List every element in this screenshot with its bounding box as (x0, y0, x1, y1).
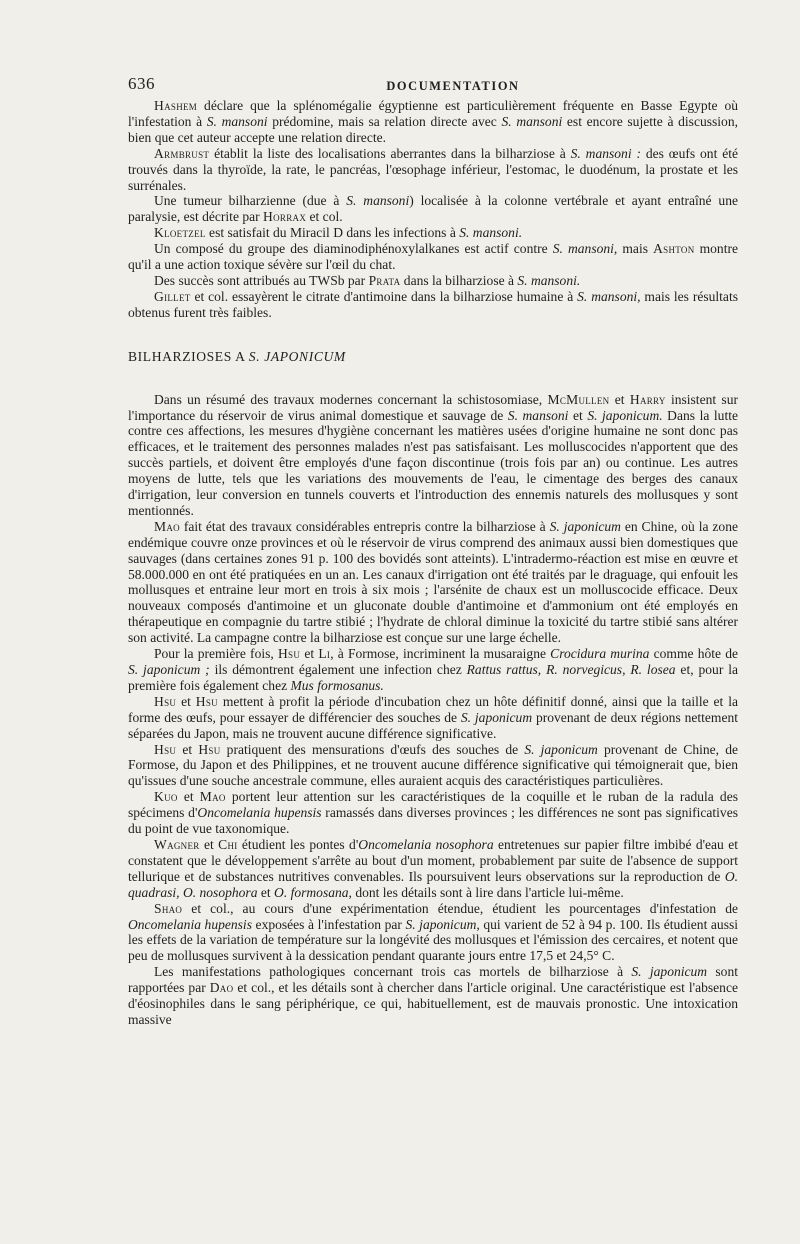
text-run: mais (617, 241, 654, 257)
species-name: S. mansoni. (517, 272, 581, 288)
author-name: Hashem (154, 98, 198, 113)
text-run: insistent sur l'importance du réservoir de virus animal domestique et sauvage de (128, 391, 738, 423)
paragraph (128, 193, 738, 225)
paragraph-group-mansoni (128, 146, 738, 321)
species-name: Oncomelania nosophora (358, 836, 494, 852)
paragraph (128, 225, 738, 241)
species-name: S. japonicum (631, 964, 708, 980)
species-name: O. formosana, (274, 884, 352, 900)
author-name: McMullen (547, 391, 610, 407)
paragraph (128, 289, 738, 321)
paragraph (128, 273, 738, 289)
text-run: des œufs ont été trouvés dans la thyroïde, la rate, le pancréas, l'œsophage inférieur, l'estomac, le duodénum, la prostate et les surrénales. (128, 145, 739, 193)
species-name: S. japonicum (460, 709, 533, 725)
species-name: Crocidura murina (550, 646, 650, 662)
author-name: Prata (368, 272, 401, 288)
text-run: Une tumeur bilharzienne (due à (154, 193, 347, 209)
text-run: et (176, 741, 199, 757)
text-run: et (257, 884, 275, 900)
text-run: pratiquent des mensurations d'œufs des souches de (220, 741, 525, 757)
text-run: et col. essayèrent le citrate d'antimoine dans la bilharziose humaine à (190, 288, 578, 304)
species-name: S. mansoni (501, 113, 563, 129)
text-run: et col., et les détails sont à chercher dans l'article original. Une caractéristique est l'absence d'éosinophiles dans le sang périphérique, ce qui, habituellement, est de mauvais pronostic. Une intoxication massive (128, 980, 738, 1027)
paragraph (128, 837, 738, 901)
text-run: provenant de Chine, de Formose, du Japon et des Philippines, et ne trouvent aucune différence significative qui témoignerait que, bien qu'issues d'une souche ancestrale commune, elles auraient acquis des caractéristiques particulières. (128, 741, 738, 789)
text-run: et (176, 693, 196, 709)
text-run: dans la bilharziose à (400, 272, 518, 288)
text-run: et (568, 407, 588, 423)
species-name: S. mansoni, (552, 241, 618, 257)
text-run: ) localisée à la colonne vertébrale et ayant entraîné une paralysie, est décrite par (128, 193, 738, 225)
text-run: et col., au cours d'une expérimentation étendue, étudient les pourcentages d'infestation de (182, 900, 738, 916)
author-name: Hsu (198, 741, 221, 757)
author-name: Armbrust (154, 145, 210, 161)
text-run: Dans un résumé des travaux modernes concernant la schistosomiase, (154, 391, 548, 407)
paragraph (128, 742, 738, 790)
text-run: et (300, 646, 319, 662)
author-name: Hsu (195, 693, 218, 709)
paragraph (128, 694, 738, 742)
species-name: Rattus rattus, R. norvegicus, R. losea (466, 662, 676, 677)
species-name: S. JAPONICUM (248, 348, 346, 364)
text-run: Dans la lutte contre ces affections, les mesures d'hygiène concernant les matières usées d'origine humaine ne sont donc pas efficaces, et le traitement des personnes malades n'est pas satisfaisant. Les molluscocides n'apportent que des succès partiels, et doivent être employés d'une façon discontinue (trois fois par an) ou continue. Les autres moyens de lutte, tels que les variations des mouvements de l'eau, le cimentage des berges des canaux d'irrigation, leur conversion en tunnels couverts et l'introduction des ennemis naturels des mollusques y sont mentionnés. (128, 407, 738, 518)
text-run: provenant de deux régions nettement séparées du Japon, mais ne trouvent aucune différence significative. (128, 709, 738, 741)
species-name: S. mansoni : (570, 145, 641, 161)
species-name: O. quadrasi, O. nosophora (128, 868, 738, 900)
text-run: et (199, 836, 219, 852)
author-name: Harry (629, 391, 666, 407)
paragraph (128, 789, 738, 837)
species-name: S. mansoni (206, 113, 268, 129)
text-run: mettent à profit la période d'incubation chez un hôte définitif donné, ainsi que la taille et la forme des œufs, pour essayer de différencier des souches de (128, 693, 738, 725)
page-number: 636 (128, 74, 155, 93)
text-run: établit la liste des localisations aberrantes dans la bilharziose à (209, 145, 571, 161)
text-run: qui varient de 52 à 94 p. 100. Ils étudient aussi les effets de la variation de température sur la longévité des mollusques et l'émission des cercaires, et notent que peu de mollusques survivent à la dessication pendant quarante jours entre 17,5 et 24,5° C. (128, 916, 739, 964)
paragraph (128, 519, 738, 646)
species-name: S. japonicum (549, 518, 621, 534)
species-name: S. mansoni. (459, 225, 523, 241)
species-name: S. japonicum. (587, 407, 663, 423)
running-head: DOCUMENTATION (386, 79, 520, 93)
text-run: et col. (306, 209, 343, 225)
text-run: déclare que la splénomégalie égyptienne est particulièrement fréquente en Basse Egypte où l'infestation à (128, 98, 738, 129)
species-name: Mus formosanus. (290, 677, 384, 693)
text-run: montre qu'il a une action toxique sévère sur l'œil du chat. (128, 241, 738, 273)
species-name: Oncomelania hupensis (128, 916, 252, 932)
species-name: S. japonicum, (405, 916, 480, 932)
author-name: Shao (154, 900, 183, 916)
text-run: est satisfait du Miracil D dans les infections à (205, 225, 460, 241)
author-name: Horrax (263, 209, 307, 225)
paragraph-group-japonicum (128, 392, 738, 1028)
author-name: Chi (218, 836, 238, 852)
text-run: , à Formose, incriminent la musaraigne (330, 646, 551, 662)
text-run: entretenues sur papier filtre imbibé d'eau et constatent que le développement s'arrête au bout d'un moment, probablement par suite de l'absence de support tellurique et de substances nutritives convenables. Ils poursuivent leurs observations sur la reproduction de (128, 836, 738, 884)
text-run: prédomine, mais sa relation directe avec (267, 113, 502, 129)
author-name: Gillet (154, 288, 191, 304)
text-run: est encore sujette à discussion, bien que cet auteur accepte une relation directe. (128, 113, 738, 145)
author-name: Mao (154, 518, 180, 534)
paragraph (128, 146, 738, 194)
paragraph (128, 646, 738, 694)
author-name: Dao (209, 980, 234, 996)
author-name: Wagner (154, 836, 200, 852)
text-run: ils démontrent également une infection chez (209, 662, 467, 677)
author-name: Hsu (154, 741, 177, 757)
author-name: Ashton (653, 241, 695, 257)
page-header (128, 0, 738, 98)
text-run: portent leur attention sur les caractéristiques de la coquille et le ruban de la radula des spécimens d' (128, 789, 738, 821)
species-name: S. mansoni (507, 407, 569, 423)
body-text (128, 98, 738, 1028)
author-name: Hsu (154, 693, 177, 709)
paragraph (128, 964, 738, 1028)
author-name: Li (318, 646, 331, 662)
text-run: BILHARZIOSES A (128, 348, 249, 364)
species-name: S. mansoni, (577, 288, 641, 304)
text-run: étudient les pontes d' (237, 836, 359, 852)
author-name: Kloetzel (154, 225, 206, 241)
text-run: exposées à l'infestation par (251, 916, 406, 932)
author-name: Kuo (154, 789, 178, 805)
text-run: et, pour la première fois également chez (128, 662, 739, 693)
text-run: en Chine, où la zone endémique couvre onze provinces et où le réservoir de virus comprend des animaux aussi bien domestiques que sauvages (dans certaines zones 91 p. 100 des bovidés sont atteints). L'intradermo-réaction est mise en œuvre et 58.000.000 en ont été pratiquées en un an. Les canaux d'irrigation ont été traités par le draguage, qui enfouit les mollusques et entraine leur mort en trois à six mois ; l'arsénite de chaux est un molluscocide efficace. Deux nouveaux composés d'antimoine et un gluconate double d'antimoine et d'ammonium ont été employés en thérapeutique en compagnie du tartre stibié ; l'hydrate de chloral diminue la toxicité du tartre stibié sans altérer son activité. La campagne contre la bilharziose est conçue sur une large échelle. (128, 518, 738, 646)
text-run: mais les résultats obtenus furent très faibles. (128, 288, 738, 320)
text-run: Les manifestations pathologiques concernant trois cas mortels de bilharziose à (154, 964, 632, 980)
text-run: Pour la première fois, (154, 646, 278, 662)
text-run: et (177, 789, 200, 805)
paragraph (128, 901, 738, 965)
paragraph (128, 392, 738, 519)
text-run: Des succès sont attribués au TWSb par (154, 272, 369, 288)
text-run: sont rapportées par (128, 964, 738, 996)
text-run: Un composé du groupe des diaminodiphénoxylalkanes est actif contre (154, 241, 553, 257)
section-title (128, 349, 738, 365)
species-name: Oncomelania hupensis (197, 805, 322, 821)
species-name: S. mansoni (346, 193, 410, 209)
paragraph (128, 241, 738, 273)
species-name: S. japonicum ; (128, 662, 210, 677)
author-name: Hsu (277, 646, 301, 662)
species-name: S. japonicum (524, 741, 598, 757)
text-run: et (609, 391, 630, 407)
text-run: dont les détails sont à lire dans l'article lui-même. (351, 884, 624, 900)
text-run: comme hôte de (649, 646, 738, 662)
author-name: Mao (199, 789, 226, 805)
text-run: ramassés dans diverses provinces ; les différences ne sont pas significatives du point de vue taxonomique. (128, 805, 738, 837)
text-run: fait état des travaux considérables entrepris contre la bilharziose à (179, 518, 550, 534)
paragraph (128, 98, 738, 146)
